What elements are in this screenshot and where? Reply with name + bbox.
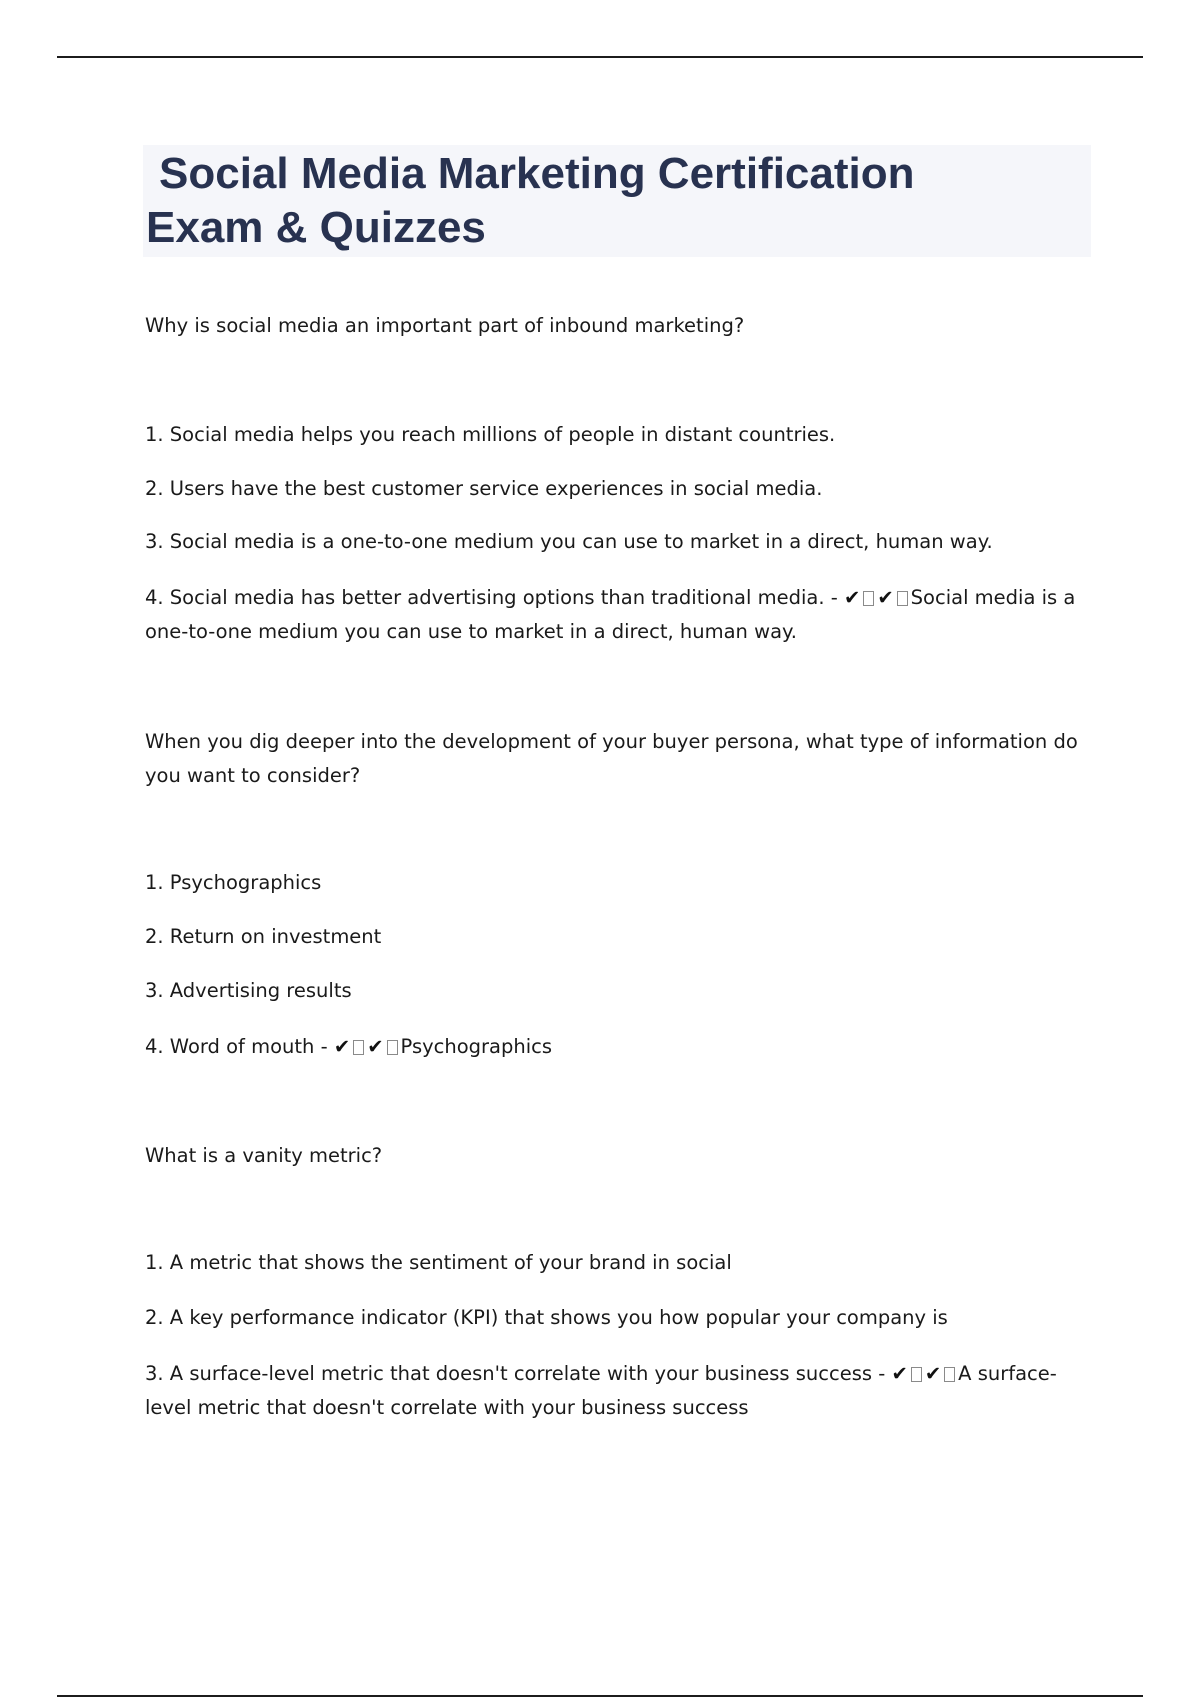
q1-option-4: 4. Social media has better advertising options than traditional media. - [145,586,844,609]
question-3: What is a vanity metric? [145,1144,383,1167]
empty-box-icon [863,591,874,606]
check-icon: ✔ [367,1035,384,1058]
q3-option-3-with-answer [145,1357,1095,1425]
q3-option-3: 3. A surface-level metric that doesn't correlate with your business success - [145,1362,892,1385]
bottom-divider [57,1695,1143,1697]
q1-option-2: 2. Users have the best customer service experiences in social media. [145,477,823,500]
q1-option-4-with-answer [145,581,1095,649]
check-icon: ✔ [843,586,861,609]
q3-answer: A surface-level metric that doesn't correlate with your business success [145,1362,1057,1419]
check-icon: ✔ [333,1035,351,1058]
q3-option-2: 2. A key performance indicator (KPI) that shows you how popular your company is [145,1306,948,1329]
check-icon: ✔ [924,1362,942,1385]
check-icon: ✔ [891,1362,908,1385]
page-title-line-2: Exam & Quizzes [146,203,486,252]
page-title-line-1: Social Media Marketing Certification [159,149,915,198]
q1-option-3: 3. Social media is a one-to-one medium you can use to market in a direct, human way. [145,530,993,553]
q3-option-1: 1. A metric that shows the sentiment of your brand in social [145,1251,732,1274]
question-1: Why is social media an important part of inbound marketing? [145,314,745,337]
q2-option-3: 3. Advertising results [145,979,352,1002]
q1-option-1: 1. Social media helps you reach millions of people in distant countries. [145,423,836,446]
q2-answer: Psychographics [400,1035,553,1058]
q2-option-4-with-answer [145,1030,552,1064]
empty-box-icon [911,1367,922,1382]
q2-option-2: 2. Return on investment [145,925,382,948]
empty-box-icon [387,1040,398,1055]
q2-option-4: 4. Word of mouth - [145,1035,334,1058]
check-icon: ✔ [877,586,894,609]
empty-box-icon [944,1367,955,1382]
empty-box-icon [353,1040,364,1055]
empty-box-icon [897,591,908,606]
question-2: When you dig deeper into the development of your buyer persona, what type of information do you want to consider? [145,730,1078,787]
q1-answer: Social media is a one-to-one medium you can use to market in a direct, human way. [145,586,1076,643]
q2-option-1: 1. Psychographics [145,871,322,894]
top-divider [57,56,1143,58]
